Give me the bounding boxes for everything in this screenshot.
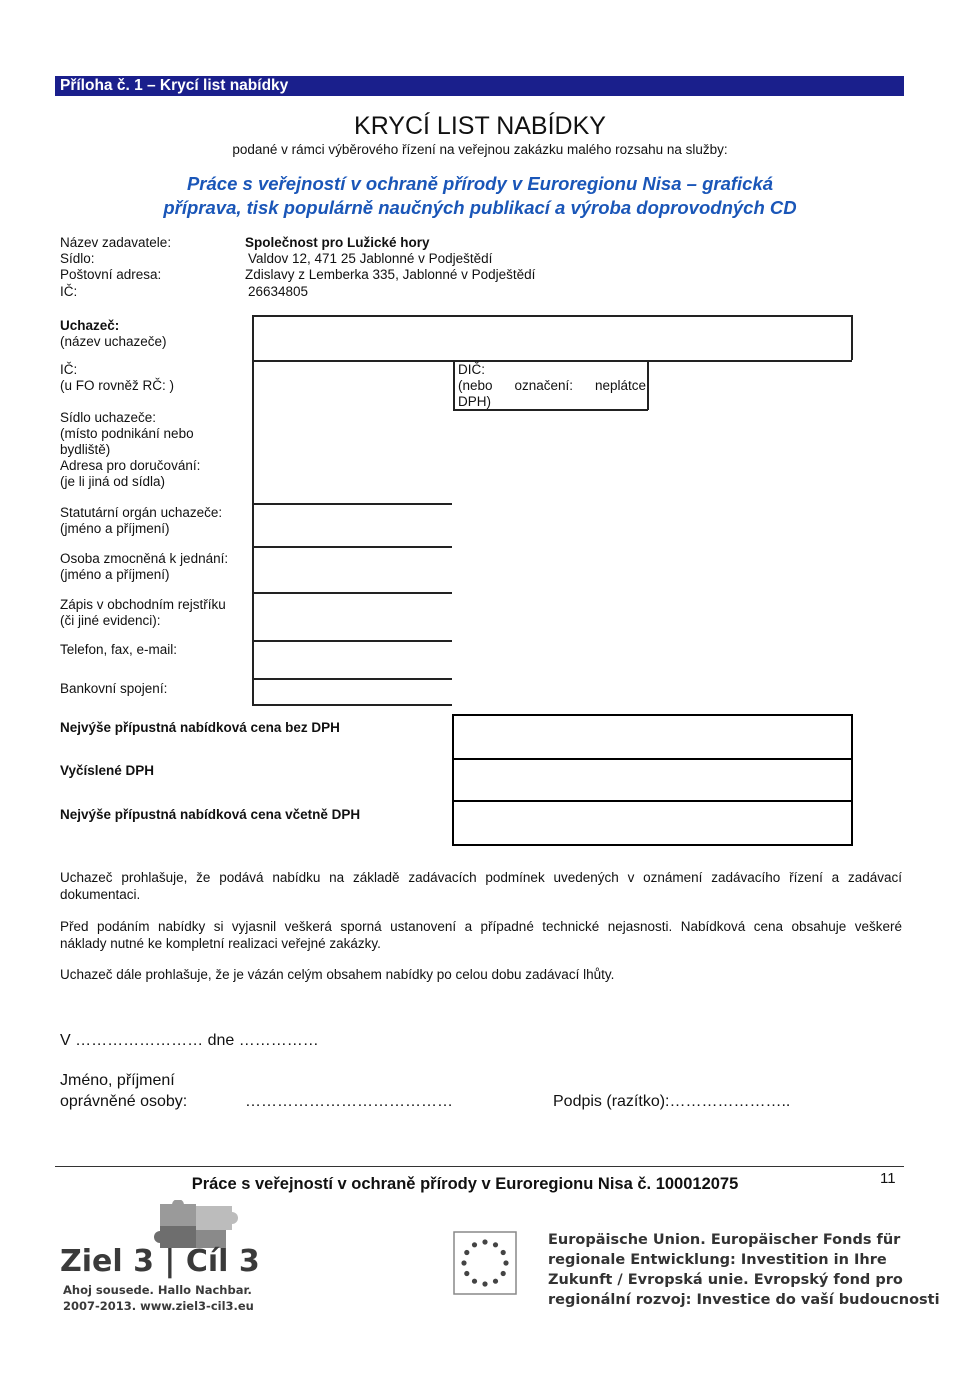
field-uchazec-label xyxy=(60,318,167,350)
contracting-ic-value: 26634805 xyxy=(248,284,309,299)
annex-banner-text: Příloha č. 1 – Krycí list nabídky xyxy=(60,77,289,94)
statutar-hint: (jméno a příjmení) xyxy=(60,521,170,536)
price-without-vat-field[interactable] xyxy=(452,714,853,760)
banka-label: Bankovní spojení: xyxy=(60,681,168,696)
field-ic-label xyxy=(60,362,174,394)
eu-flag-icon xyxy=(452,1230,518,1296)
declaration-1-line-1: Uchazeč prohlašuje, že podává nabídku na základě zadávacích podmínek uvedených v oznámení zadávacího řízení a zadávací xyxy=(60,870,902,885)
contracting-postal-value: Zdislavy z Lemberka 335, Jablonné v Podještědí xyxy=(245,267,536,282)
adresa-hint: (je li jiná od sídla) xyxy=(60,474,166,489)
signature-stamp-line: Podpis (razítko):………………….. xyxy=(553,1093,791,1110)
sidlo-hint-1: (místo podnikání nebo xyxy=(60,426,194,441)
form-row-divider-6 xyxy=(252,678,452,680)
footer-rule xyxy=(55,1166,904,1167)
authorized-person-dots: ………………………………… xyxy=(245,1093,453,1110)
price-without-vat-label: Nejvýše přípustná nabídková cena bez DPH xyxy=(60,720,340,735)
project-title-line-1: Práce s veřejností v ochraně přírody v Euroregionu Nisa – grafická xyxy=(186,173,774,194)
puzzle-icon xyxy=(60,1200,250,1250)
dic-hint-b: označení: xyxy=(514,378,574,393)
declaration-2-line-1: Před podáním nabídky si vyjasnil veškerá sporná ustanovení a případné technické nejasnosti. Nabídková cena obsahuje veškeré xyxy=(60,919,902,934)
authorized-person-label-1: Jméno, příjmení xyxy=(60,1072,175,1089)
declaration-2 xyxy=(60,918,902,952)
eu-funding-line-4: regionální rozvoj: Investice do vaší budoucnosti xyxy=(548,1292,940,1308)
form-row-divider-5 xyxy=(252,640,452,642)
adresa-label: Adresa pro doručování: xyxy=(60,458,201,473)
sidlo-label: Sídlo uchazeče: xyxy=(60,410,157,425)
form-border-left xyxy=(252,315,254,705)
project-title-line-2: příprava, tisk populárně naučných publikací a výroba doprovodných CD xyxy=(163,197,797,218)
form-row-divider-2 xyxy=(252,503,452,505)
telefon-label: Telefon, fax, e-mail: xyxy=(60,642,178,657)
osoba-label: Osoba zmocněná k jednání: xyxy=(60,551,229,566)
page-number: 11 xyxy=(880,1170,896,1187)
form-row-divider-4 xyxy=(252,592,452,594)
dic-hint-a: (nebo xyxy=(458,378,493,393)
field-sidlo-label xyxy=(60,410,200,490)
form-dic-right xyxy=(647,360,649,410)
price-with-vat-field[interactable] xyxy=(452,800,853,846)
price-with-vat-label: Nejvýše přípustná nabídková cena včetně DPH xyxy=(60,807,361,822)
contracting-name-value: Společnost pro Lužické hory xyxy=(245,235,430,250)
osoba-hint: (jméno a příjmení) xyxy=(60,567,170,582)
document-subtitle: podané v rámci výběrového řízení na veřejnou zakázku malého rozsahu na služby: xyxy=(232,142,728,157)
vat-amount-label: Vyčíslené DPH xyxy=(60,763,155,778)
contracting-seat-label: Sídlo: xyxy=(60,251,95,266)
declaration-1-line-2: dokumentaci. xyxy=(60,887,141,902)
form-row-divider-3 xyxy=(252,546,452,548)
form-border-top xyxy=(252,315,852,317)
dic-hint-d: DPH) xyxy=(458,394,491,409)
eu-funding-line-2: regionale Entwicklung: Investition in Ihre xyxy=(548,1252,887,1268)
form-border-right-top xyxy=(851,315,853,360)
dic-label: DIČ: xyxy=(458,362,485,377)
uchazec-label: Uchazeč: xyxy=(60,318,120,333)
eu-funding-text xyxy=(548,1230,940,1310)
document-title: KRYCÍ LIST NABÍDKY xyxy=(354,112,606,140)
form-row-divider-7 xyxy=(252,704,452,706)
field-zapis-label xyxy=(60,597,226,629)
dic-hint-c: neplátce xyxy=(594,378,646,393)
footer-project-title: Práce s veřejností v ochraně přírody v Euroregionu Nisa č. 100012075 xyxy=(191,1175,739,1193)
field-osoba-label xyxy=(60,551,228,583)
zapis-label: Zápis v obchodním rejstříku xyxy=(60,597,226,612)
declaration-1 xyxy=(60,869,902,903)
ziel3-logo-title: Ziel 3 | Cíl 3 xyxy=(60,1244,260,1279)
ic-label: IČ: xyxy=(60,362,78,377)
contracting-postal-label: Poštovní adresa: xyxy=(60,267,162,282)
place-date-line: V …………………… dne …………… xyxy=(60,1032,319,1049)
authorized-person-label-2: oprávněné osoby: xyxy=(60,1093,188,1110)
contracting-ic-label: IČ: xyxy=(60,284,78,299)
declaration-2-line-2: náklady nutné ke kompletní realizaci veřejné zakázky. xyxy=(60,936,381,951)
vat-amount-field[interactable] xyxy=(452,758,853,802)
form-ic-dic-divider xyxy=(453,360,455,410)
field-dic-label xyxy=(458,362,646,410)
field-statutar-label xyxy=(60,505,222,537)
eu-funding-line-3: Zukunft / Evropská unie. Evropský fond pro xyxy=(548,1272,903,1288)
contracting-name-label: Název zadavatele: xyxy=(60,235,172,250)
ziel3-logo-slogan: Ahoj sousede. Hallo Nachbar. xyxy=(63,1283,252,1297)
uchazec-hint: (název uchazeče) xyxy=(60,334,167,349)
ziel3-logo-url: 2007-2013. www.ziel3-cil3.eu xyxy=(63,1299,254,1313)
sidlo-hint-2: bydliště) xyxy=(60,442,111,457)
statutar-label: Statutární orgán uchazeče: xyxy=(60,505,223,520)
annex-banner xyxy=(55,76,904,96)
eu-funding-line-1: Europäische Union. Europäischer Fonds für xyxy=(548,1232,901,1248)
ic-hint: (u FO rovněž RČ: ) xyxy=(60,378,175,393)
contracting-seat-value: Valdov 12, 471 25 Jablonné v Podještědí xyxy=(248,251,493,266)
zapis-hint: (či jiné evidenci): xyxy=(60,613,161,628)
ziel3-logo xyxy=(60,1200,260,1315)
declaration-3: Uchazeč dále prohlašuje, že je vázán celým obsahem nabídky po celou dobu zadávací lhůty. xyxy=(60,967,615,982)
